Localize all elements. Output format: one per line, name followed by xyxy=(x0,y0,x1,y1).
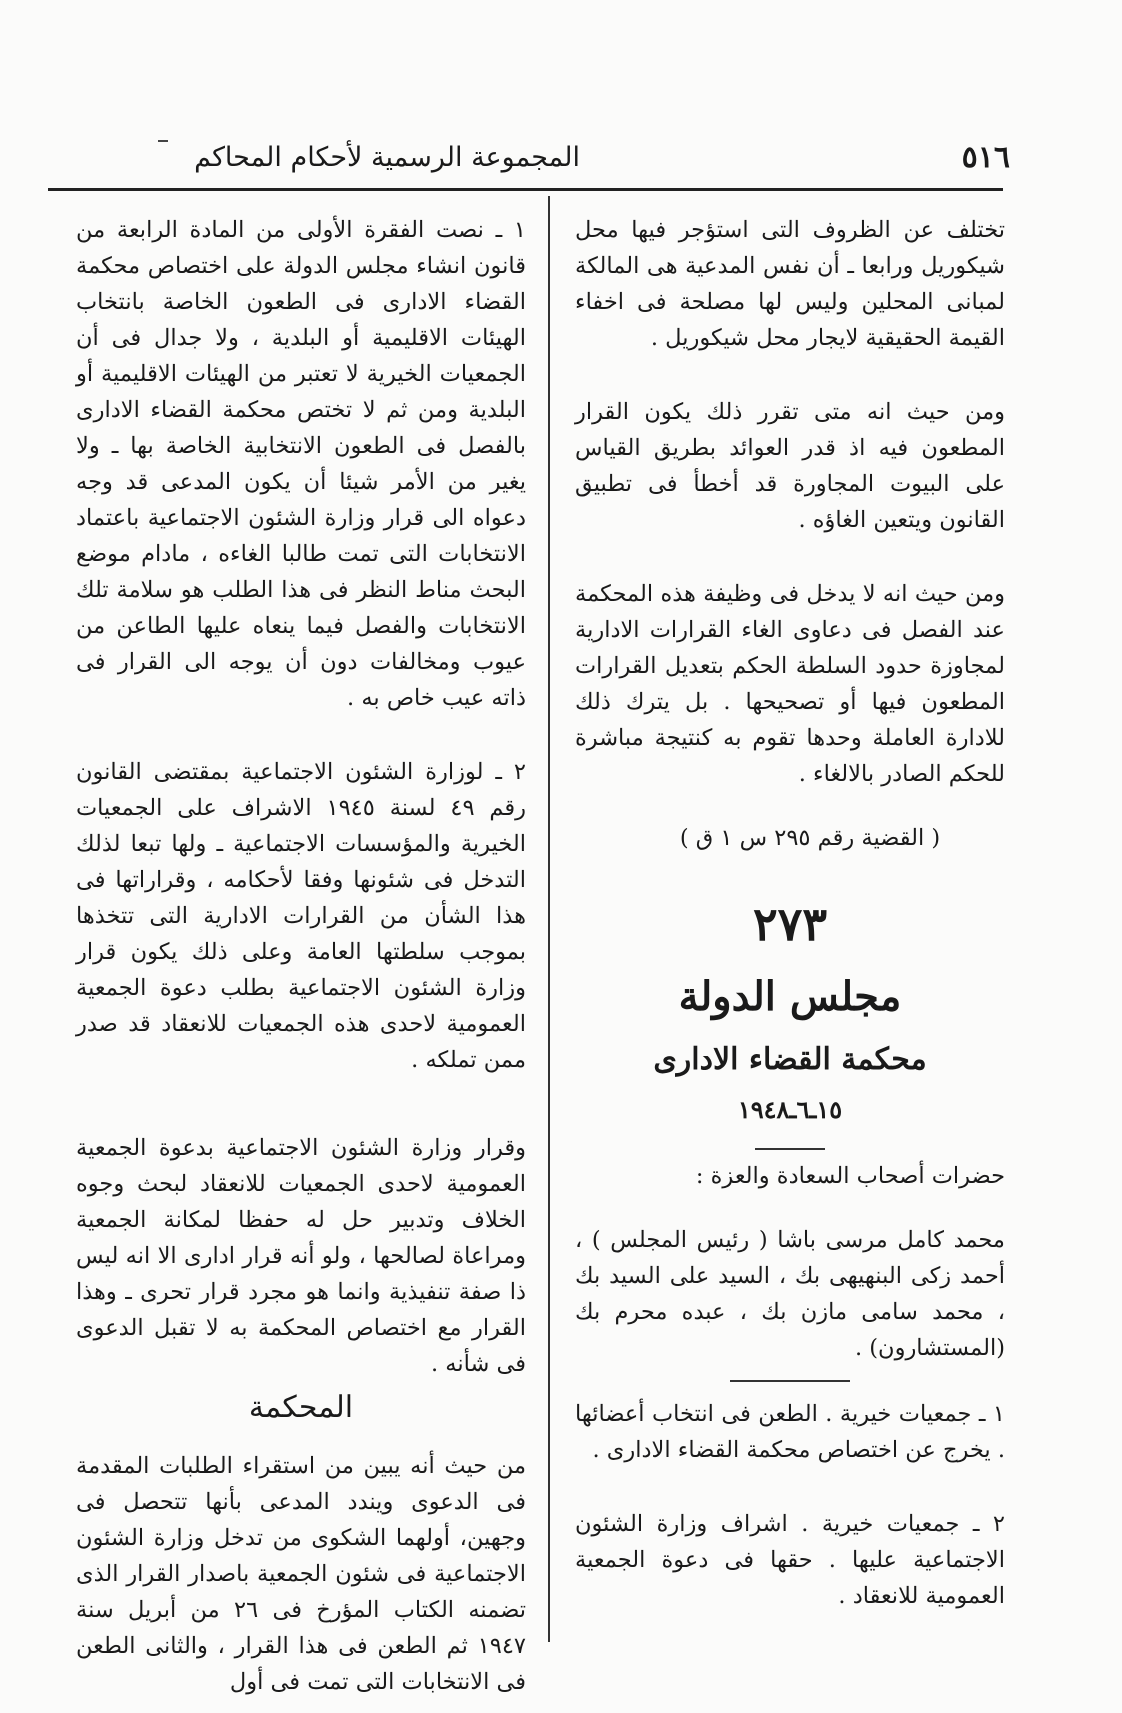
summary-item: ١ ـ جمعيات خيرية . الطعن فى انتخاب أعضائها . يخرج عن اختصاص محكمة القضاء الادارى . xyxy=(575,1401,1005,1463)
principle-paragraph: وقرار وزارة الشئون الاجتماعية بدعوة الجمعية العمومية لاحدى الجمعيات للانعقاد لبحث وجوه الخلاف وتدبير حل له حفظا لمكانة الجمعية ومراعاة لصالحها ، ولو أنه قرار ادارى الا انه ليس ذا صفة تنفيذية وانما هو مجرد قرار تحرى ـ وهذا القرار مع اختصاص المحكمة به لا تقبل الدعوى فى شأنه . xyxy=(76,1135,526,1377)
running-title: المجموعة الرسمية لأحكام المحاكم xyxy=(194,142,580,173)
paragraph: ومن حيث انه لا يدخل فى وظيفة هذه المحكمة عند الفصل فى دعاوى الغاء القرارات الادارية لمجاوزة حدود السلطة الحكم بتعديل القرارات المطعون فيها أو تصحيحها . بل يترك ذلك للادارة العاملة وحدها تقوم به كنتيجة مباشرة للحكم الصادر بالالغاء . xyxy=(575,581,1005,787)
page-header xyxy=(70,140,1010,180)
divider xyxy=(730,1380,850,1382)
ruling-number: ٢٧٣ xyxy=(752,897,828,951)
divider xyxy=(755,1148,825,1150)
principle-paragraph: ١ ـ نصت الفقرة الأولى من المادة الرابعة من قانون انشاء مجلس الدولة على اختصاص محكمة القضاء الادارى فى الطعون الخاصة بانتخاب الهيئات الاقليمية أو البلدية ، ولا جدال فى أن الجمعيات الخيرية لا تعتبر من الهيئات الاقليمية أو البلدية ومن ثم لا تختص محكمة القضاء الادارى بالفصل فى الطعون الانتخابية الخاصة بها ـ ولا يغير من الأمر شيئا أن يكون المدعى قد وجه دعواه الى قرار وزارة الشئون الاجتماعية باعتماد الانتخابات التى تمت طالبا الغاءه ، مادام موضع البحث مناط النظر فى هذا الطلب هو سلامة تلك الانتخابات والفصل فيما ينعاه عليها الطاعن من عيوب ومخالفات دون أن يوجه الى القرار فى ذاته عيب خاص به . xyxy=(76,217,526,711)
principle-paragraph: ٢ ـ لوزارة الشئون الاجتماعية بمقتضى القانون رقم ٤٩ لسنة ١٩٤٥ الاشراف على الجمعيات الخيرية والمؤسسات الاجتماعية ـ ولها تبعا لذلك التدخل فى شئونها وفقا لأحكامه ، وقراراتها فى هذا الشأن من القرارات الادارية التى تتخذها بموجب سلطتها العامة وعلى ذلك يكون قرار وزارة الشئون الاجتماعية بطلب دعوة الجمعية العمومية لاحدى هذه الجمعيات للانعقاد قد صدر ممن تملكه . xyxy=(76,759,526,1073)
case-reference: ( القضية رقم ٢٩٥ س ١ ق ) xyxy=(679,825,941,851)
judgment-paragraph: من حيث أنه يبين من استقراء الطلبات المقدمة فى الدعوى ويندد المدعى بأنها تتحصل فى وجهين، أولهما الشكوى من تدخل وزارة الشئون الاجتماعية فى شئون الجمعية باصدار القرار الذى تضمنه الكتاب المؤرخ فى ٢٦ من أبريل سنة ١٩٤٧ ثم الطعن فى هذا القرار ، والثانى الطعن فى الانتخابات التى تمت فى أول xyxy=(76,1453,526,1695)
paragraph: ومن حيث انه متى تقرر ذلك يكون القرار المطعون فيه اذ قدر العوائد بطريق القياس على البيوت المجاورة قد أخطأ فى تطبيق القانون ويتعين الغاؤه . xyxy=(575,399,1005,533)
left-column xyxy=(76,212,526,1700)
council-name: مجلس الدولة xyxy=(678,973,902,1020)
header-rule xyxy=(48,188,1003,191)
judges-list: محمد كامل مرسى باشا ( رئيس المجلس ) ، أحمد زكى البنهيهى بك ، السيد على السيد بك ، محمد سامى مازن بك ، عبده محرم بك (المستشارون) . xyxy=(575,1227,1005,1361)
paragraph: تختلف عن الظروف التى استؤجر فيها محل شيكوريل ورابعا ـ أن نفس المدعية هى المالكة لمبانى المحلين وليس لها مصلحة فى اخفاء القيمة الحقيقية لايجار محل شيكوريل . xyxy=(575,217,1005,351)
summary-item: ٢ ـ جمعيات خيرية . اشراف وزارة الشئون الاجتماعية عليها . حقها فى دعوة الجمعية العمومية للانعقاد . xyxy=(575,1511,1005,1609)
header-dash xyxy=(158,140,168,142)
column-divider xyxy=(548,196,550,1642)
attendance-line: حضرات أصحاب السعادة والعزة : xyxy=(695,1163,1005,1189)
ruling-date: ١٥ـ٦ـ١٩٤٨ xyxy=(737,1095,843,1124)
court-heading: المحكمة xyxy=(248,1390,354,1425)
right-column xyxy=(575,212,1005,1614)
page-number: ٥١٦ xyxy=(961,140,1010,175)
court-name: محكمة القضاء الادارى xyxy=(653,1042,927,1077)
